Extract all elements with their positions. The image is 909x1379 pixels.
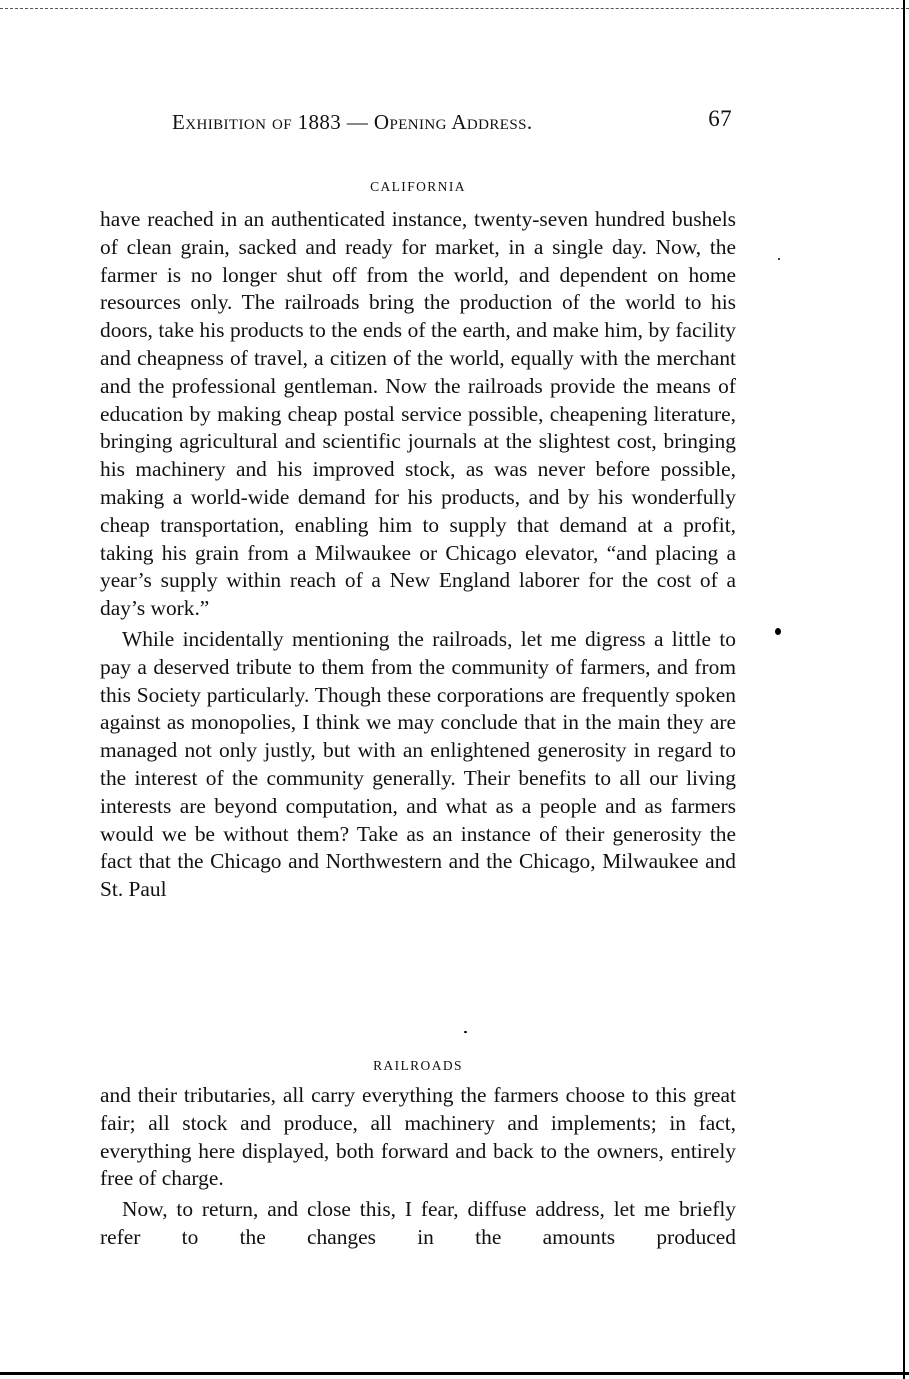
main-text-block-2 — [100, 1082, 736, 1252]
running-header-title: Exhibition of 1883 — Opening Address. — [172, 110, 533, 134]
ink-speck — [464, 1031, 467, 1033]
ink-speck — [775, 628, 781, 635]
page-number: 67 — [708, 106, 732, 131]
section-label-california: CALIFORNIA — [370, 179, 466, 194]
paragraph-1: have reached in an authenticated instance, twenty-seven hundred bushels of clean grain, sacked and ready for market, in a single day. Now, the farmer is no longer shut off from the world, and dependent on home resources only. The railroads bring the production of the world to his doors, take his products to the ends of the earth, and make him, by facility and cheapness of travel, a citizen of the world, equally with the merchant and the professional gentleman. Now the railroads provide the means of education by making cheap postal service possible, cheapening literature, bringing agricultural and scientific journals at the slightest cost, bringing his machinery and his improved stock, as was never before possible, making a world-wide demand for his products, and by his wonderfully cheap transportation, enabling him to supply that demand at a profit, taking his grain from a Milwaukee or Chicago elevator, “and placing a year’s supply within reach of a New England laborer for the cost of a day’s work.” — [100, 207, 736, 621]
running-header — [172, 106, 732, 138]
paragraph-2: While incidentally mentioning the railroads, let me digress a little to pay a deserved tribute to them from the community of farmers, and from this Society particularly. Though these corporations are frequently spoken against as monopolies, I think we may conclude that in the main they are managed not only justly, but with an enlightened generosity in regard to the interest of the community generally. Their benefits to all our living interests are beyond computation, and what as a people and as farmers would we be without them? Take as an instance of their generosity the fact that the Chicago and Northwestern and the Chicago, Milwaukee and St. Paul — [100, 626, 736, 902]
paragraph-4: Now, to return, and close this, I fear, diffuse address, let me briefly refer to the changes in the amounts produced — [100, 1197, 736, 1249]
ink-speck — [778, 258, 780, 260]
scan-edge-top — [0, 8, 909, 9]
scan-edge-bottom — [0, 1372, 909, 1375]
paragraph-3: and their tributaries, all carry everything the farmers choose to this great fair; all stock and produce, all machinery and implements; in fact, everything here displayed, both forward and back to the owners, entirely free of charge. — [100, 1083, 736, 1191]
section-label-railroads: RAILROADS — [373, 1058, 463, 1073]
scan-edge-right — [903, 0, 905, 1379]
main-text-block-1 — [100, 206, 736, 904]
